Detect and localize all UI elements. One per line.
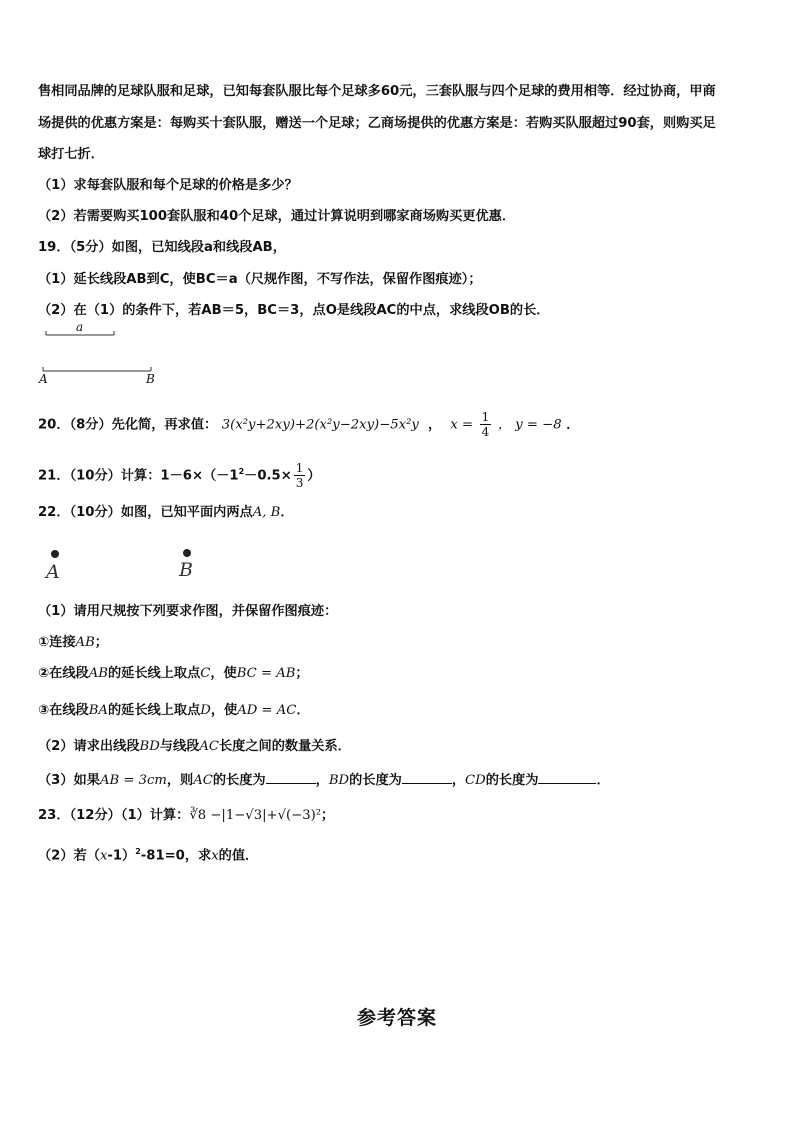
q20-y: ， y = −8 xyxy=(497,417,562,433)
point-B-dot xyxy=(183,549,191,557)
text-line: （1）求每套队服和每个足球的价格是多少？ xyxy=(38,178,298,193)
fraction: $\frac{1}{4}$ xyxy=(481,410,490,439)
question-22-part-2: （2）请求出线段BD与线段AC长度之间的数量关系． xyxy=(38,739,351,754)
question-22-part-1: （1）请用尺规按下列要求作图，并保留作图痕迹： xyxy=(38,604,338,619)
fraction: $\frac{1}{3}$ xyxy=(295,461,304,490)
point-A-label: A xyxy=(46,561,60,583)
step-3: ③在线段BA的延长线上取点D，使AD = AC． xyxy=(38,703,310,718)
q20-expression: 3(x²y+2xy)+2(x²y−2xy)−5x²y xyxy=(221,417,419,433)
text-line: 场提供的优惠方案是：每购买十套队服，赠送一个足球；乙商场提供的优惠方案是：若购买队服超过90套，则购买足 xyxy=(38,116,716,131)
question-22-part-3: （3）如果AB = 3cm，则AC的长度为 ，BD的长度为 ，CD的长度为 ． xyxy=(38,770,610,790)
answer-blank[interactable] xyxy=(402,770,452,784)
point-B-label: B xyxy=(146,372,155,386)
q20-head: 20．（8分）先化简，再求值： xyxy=(38,417,218,433)
segment-a-label: a xyxy=(76,320,84,334)
figure-22 xyxy=(38,545,208,590)
answer-blank[interactable] xyxy=(266,770,316,784)
question-21: 21．（10分）计算：$1-6\times(-1^2-0.5\times$ $\frac{1}{3}$ ） xyxy=(38,461,321,490)
figure-19 xyxy=(38,320,168,385)
answer-blank[interactable] xyxy=(538,770,596,784)
text-line: 售相同品牌的足球队服和足球，已知每套队服比每个足球多60元，三套队服与四个足球的费用相等．经过协商，甲商 xyxy=(38,84,716,99)
question-23: 23．（12分）（1）计算：∛8 −|1−√3|+√(−3)²； xyxy=(38,808,335,823)
question-20: 20．（8分）先化简，再求值： 3(x²y+2xy)+2(x²y−2xy)−5x²y ， x = $\frac{1}{4}$ ， y = −8 ． xyxy=(38,410,580,439)
point-A-label: A xyxy=(39,372,48,386)
question-22: 22．（10分）如图，已知平面内两点A, B． xyxy=(38,505,294,520)
step-2: ②在线段AB的延长线上取点C，使BC = AB； xyxy=(38,666,309,681)
question-19: 19．（5分）如图，已知线段a和线段AB， xyxy=(38,240,286,255)
answer-section-title: 参考答案 xyxy=(356,1007,437,1029)
q20-x: x = xyxy=(450,417,474,433)
q23-expression: ∛8 −|1−√3|+√(−3)² xyxy=(189,808,322,823)
question-19-part-1: （1）延长线段AB到C，使BC＝a（尺规作图，不写作法，保留作图痕迹）； xyxy=(38,272,482,287)
question-19-part-2: （2）在（1）的条件下，若AB＝5，BC＝3，点O是线段AC的中点，求线段OB的长． xyxy=(38,303,550,318)
text-line: 球打七折． xyxy=(38,147,104,162)
point-B-label: B xyxy=(179,559,193,581)
step-1: ①连接AB； xyxy=(38,635,108,650)
point-A-dot xyxy=(51,550,59,558)
question-23-part-2: （2）若$(x-1)^2-81=0$，求x的值． xyxy=(38,847,259,864)
text-line: （2）若需要购买100套队服和40个足球，通过计算说明到哪家商场购买更优惠． xyxy=(38,209,516,224)
